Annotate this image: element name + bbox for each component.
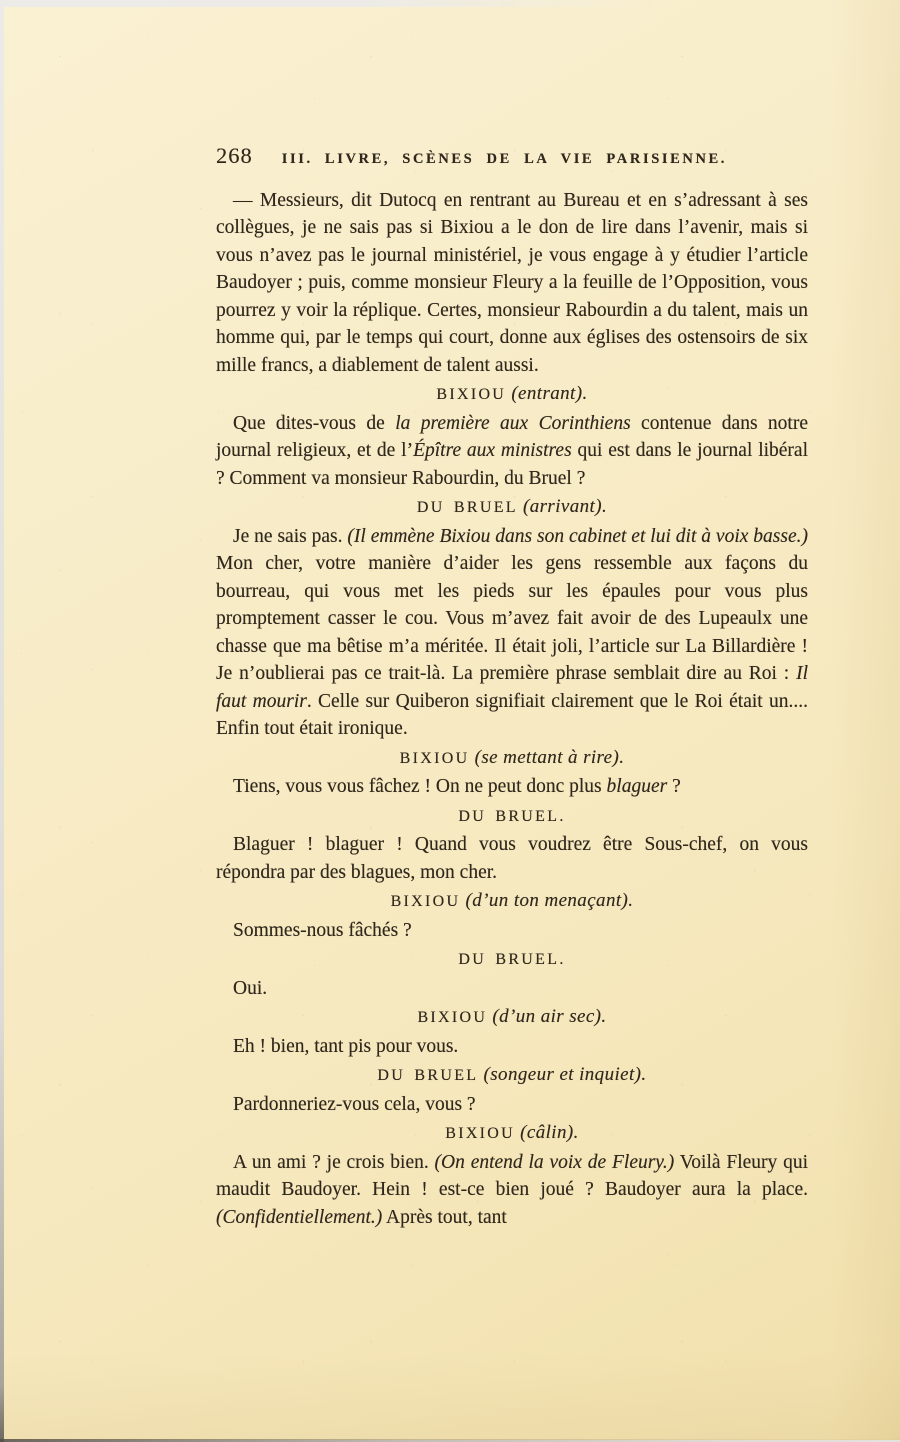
text-run: Il faut mourir — [216, 663, 808, 712]
scan-edge-top — [0, 0, 660, 7]
text-run: Mon cher, votre manière d’aider les gens ressemble aux façons du bourreau, qui vous met les pieds sur les épaules pour vous plus promptement casser le cou. Vous m’avez fait avoir de des Lupeaulx une chasse que ma bêtise m’a méritée. Il était joli, l’article sur La Billardière ! Je n’oublierai pas ce trait-là. La première phrase semblait dire au Roi : — [216, 553, 808, 684]
text-run: Je ne sais pas. — [233, 525, 348, 547]
speaker-name: DU BRUEL — [458, 951, 560, 968]
speaker-name: BIXIOU — [417, 1009, 488, 1026]
speaker-name: BIXIOU — [399, 749, 470, 767]
running-title: III. LIVRE, SCÈNES DE LA VIE PARISIENNE. — [281, 151, 728, 167]
text-run: (Il emmène Bixiou dans son cabinet et lui dit à voix basse.) — [347, 525, 808, 547]
speaker-name-period: . — [559, 951, 566, 968]
speaker-heading — [216, 802, 808, 831]
text-run: Pardonneriez-vous cela, vous ? — [233, 1093, 476, 1115]
text-run: Voilà Fleury qui maudit Baudoyer. Hein ! est-ce bien joué ? Baudoyer aura la place. — [216, 1151, 809, 1200]
stage-direction: (entrant). — [506, 383, 588, 404]
text-run: la première aux Corinthiens — [395, 412, 631, 434]
text-run: Sommes-nous fâchés ? — [233, 919, 412, 941]
text-run: . Celle sur Quiberon signifiait clairement que le Roi était un.... Enfin tout était ironique. — [216, 690, 808, 739]
paragraph — [216, 917, 808, 945]
scan-page — [4, 0, 900, 1440]
text-block — [216, 142, 808, 1231]
text-run: — Messieurs, dit Dutocq en rentrant au Bureau et en s’adressant à ses collègues, je ne sais pas si Bixiou a le don de lire dans l’avenir, mais si vous n’avez pas le journal ministériel, je vous engage à y étudier l’article Baudoyer ; puis, comme monsieur Fleury a la feuille de l’Opposition, vous pourrez y voir la réplique. Certes, monsieur Rabourdin a du talent, mais un homme qui, par le temps qui court, donne aux églises des ostensoirs de six mille francs, a diablement de talent aussi. — [216, 189, 808, 376]
running-header — [216, 142, 808, 174]
right-shading — [830, 0, 900, 1440]
speaker-heading — [216, 744, 808, 773]
speaker-heading — [216, 1061, 808, 1090]
speaker-heading — [216, 887, 808, 916]
speaker-heading — [216, 1119, 808, 1148]
stage-direction: (câlin). — [515, 1122, 579, 1143]
stage-direction: (songeur et inquiet). — [478, 1064, 647, 1085]
paragraph — [216, 1149, 808, 1232]
speaker-name: BIXIOU — [445, 1125, 516, 1142]
bottom-shading — [4, 1350, 900, 1440]
text-run: Épître aux ministres — [413, 440, 572, 461]
paragraph — [216, 410, 808, 493]
speaker-heading — [216, 1003, 808, 1032]
text-run: blaguer — [606, 776, 668, 797]
paragraph — [216, 773, 808, 801]
speaker-name: DU BRUEL — [377, 1067, 479, 1084]
paragraph — [216, 1033, 808, 1061]
text-run: Que dites-vous de — [233, 412, 396, 434]
text-run: contenue dans notre journal religieux, et de l’ — [216, 412, 808, 461]
paragraph — [216, 831, 808, 886]
text-run: ? — [667, 776, 681, 797]
stage-direction: (se mettant à rire). — [469, 746, 625, 768]
text-run: (On entend la voix de Fleury.) — [434, 1151, 675, 1173]
stage-direction: (d’un ton menaçant). — [460, 890, 634, 911]
text-run: qui est dans le journal libéral ? Comment va monsieur Rabourdin, du Bruel ? — [216, 440, 808, 489]
scan-edge-left — [0, 0, 4, 1442]
speaker-name: BIXIOU — [436, 386, 507, 403]
paragraph — [216, 975, 808, 1003]
text-run: Oui. — [233, 977, 268, 999]
speaker-name-period: . — [559, 807, 566, 825]
text-run: (Confidentiellement.) — [216, 1206, 383, 1228]
paragraph — [216, 187, 808, 380]
speaker-name: DU BRUEL — [416, 499, 518, 516]
speaker-name: BIXIOU — [390, 893, 461, 910]
page-content — [216, 187, 808, 1232]
speaker-name: DU BRUEL — [458, 807, 560, 825]
paragraph — [216, 1091, 808, 1119]
paragraph — [216, 523, 808, 743]
stage-direction: (arrivant). — [517, 496, 608, 517]
page-number: 268 — [216, 143, 253, 168]
text-run: Après tout, tant — [382, 1206, 507, 1228]
text-run: Tiens, vous vous fâchez ! On ne peut donc plus — [233, 776, 607, 797]
speaker-heading — [216, 380, 808, 409]
text-run: A un ami ? je crois bien. — [233, 1151, 435, 1173]
text-run: Blaguer ! blaguer ! Quand vous voudrez être Sous-chef, on vous répondra par des blagues, mon cher. — [216, 834, 808, 883]
text-run: Eh ! bien, tant pis pour vous. — [233, 1035, 459, 1057]
stage-direction: (d’un air sec). — [487, 1006, 607, 1027]
speaker-heading — [216, 945, 808, 974]
speaker-heading — [216, 493, 808, 522]
